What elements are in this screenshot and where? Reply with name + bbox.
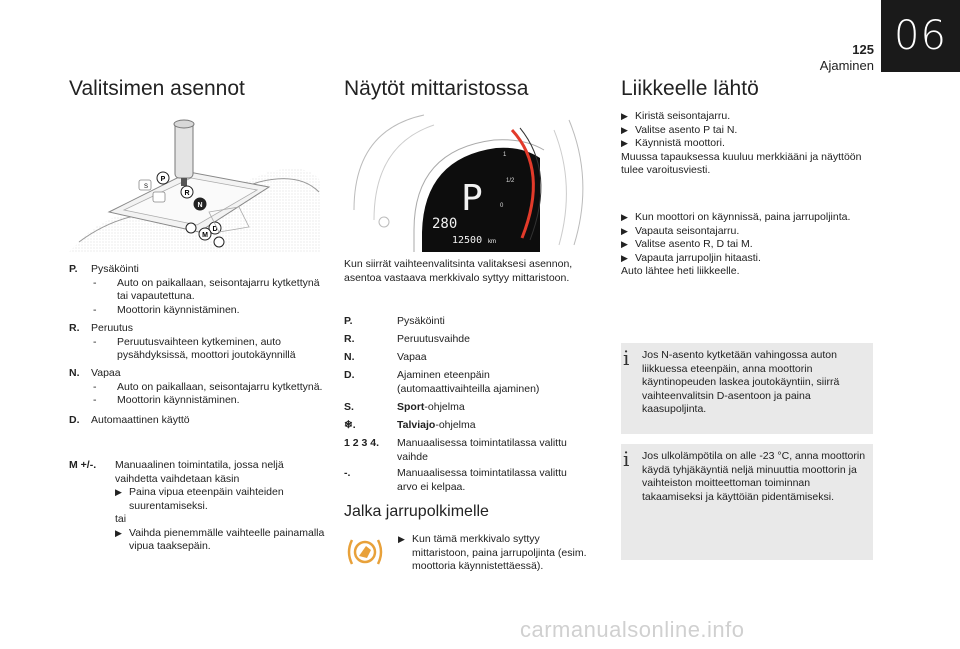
chapter-tab: 06 (881, 0, 960, 72)
manual-text: Manuaalinen toimintatila, jossa neljä vaihdetta vaihdetaan käsin (115, 459, 284, 485)
position-key: P. (69, 263, 78, 275)
indicator-label: Pysäköinti (397, 315, 445, 327)
illus-label-d: D (212, 226, 218, 233)
start-step: Käynnistä moottori. (635, 137, 725, 149)
manual-up: Paina vipua eteenpäin vaihteiden suurentamiseksi. (129, 486, 284, 512)
position-p: P. Pysäköinti - Auto on paikallaan, seisontajarru kytkettynä tai vapautettuna. - Moottorin käynnistäminen. (69, 263, 329, 317)
start-step: Vapauta seisontajarru. (635, 224, 740, 237)
indicator-item (344, 401, 594, 415)
indicator-label: Ajaminen eteenpäin (automaattivaihteilla ajaminen) (397, 369, 540, 395)
col3-title: Liikkeelle lähtö (621, 77, 759, 100)
indicator-bold: Sport (397, 401, 425, 413)
page-number: 125 (852, 42, 874, 57)
instrument-cluster-illustration (344, 110, 596, 252)
position-key: N. (69, 367, 80, 379)
start-step: Vapauta jarrupoljin hitaasti. (635, 251, 761, 264)
section-name: Ajaminen (819, 58, 874, 73)
indicator-key: ❄. (344, 419, 356, 431)
indicator-key: S. (344, 401, 354, 413)
position-key: R. (69, 322, 80, 334)
cluster-intro: Kun siirrät vaihteenvalitsinta valitaksesi asennon, asentoa vastaava merkkivalo syttyy mittaristoon. (344, 258, 573, 284)
indicator-key: -. (344, 467, 351, 479)
col1-title: Valitsimen asennot (69, 77, 245, 100)
position-n: N. Vapaa - Auto on paikallaan, seisontajarru kytkettynä. - Moottorin käynnistäminen. (69, 367, 323, 406)
indicator-key: R. (344, 333, 355, 345)
position-sub: Auto on paikallaan, seisontajarru kytkettynä tai vapautettuna. (117, 276, 320, 302)
brake-title: Jalka jarrupolkimelle (344, 503, 489, 520)
indicator-item (344, 333, 594, 347)
indicator-item (344, 351, 594, 365)
start-step: Valitse asento P tai N. (635, 123, 738, 136)
start-step: Kiristä seisontajarru. (635, 110, 731, 122)
position-sub: Moottorin käynnistäminen. (117, 394, 240, 406)
indicator-label: Peruutusvaihde (397, 333, 470, 345)
gauge-mark: 0 (500, 203, 504, 209)
indicator-label: Manuaalisessa toimintatilassa valittu vaihde (397, 437, 567, 463)
position-sub: Moottorin käynnistäminen. (117, 303, 240, 316)
gauge-mark: 1 (503, 152, 507, 158)
position-d (69, 414, 329, 428)
position-key: D. (69, 414, 80, 426)
illus-label-p: P (160, 176, 166, 183)
cluster-gear: P (461, 178, 483, 219)
info-note-1 (621, 343, 873, 434)
manual-key: M +/-. (69, 459, 97, 471)
position-r: R. Peruutus - Peruutusvaihteen kytkeminen, auto pysähdyksissä, moottori joutokäynnillä (69, 322, 329, 363)
indicator-item (344, 437, 594, 464)
watermark: carmanualsonline.info (520, 617, 745, 642)
indicator-label: Manuaalisessa toimintatilassa valittu arvo ei kelpaa. (397, 467, 567, 493)
start-after-2: Auto lähtee heti liikkeelle. (621, 265, 740, 277)
brake-pedal-icon (346, 536, 384, 568)
info-note-text: Jos ulkolämpötila on alle -23 °C, anna moottorin käydä tyhjäkäyntiä neljä minuuttia moottorin ja vaihteiston moitteettoman toiminnan takaamiseksi ja käyttöiän pidentämiseksi. (642, 450, 866, 503)
position-sub: Peruutusvaihteen kytkeminen, auto pysähdyksissä, moottori joutokäynnillä (117, 335, 296, 361)
info-note-2 (621, 444, 873, 560)
position-sub: Auto on paikallaan, seisontajarru kytkettynä. (117, 380, 323, 393)
cluster-unit: km (488, 239, 496, 245)
indicator-item (344, 467, 594, 494)
info-icon: i (623, 447, 630, 471)
start-steps-1: ▶ Kiristä seisontajarru. ▶ Valitse asento P tai N. ▶ Käynnistä moottori. Muussa tapauksessa kuuluu merkkiääni ja näyttöön tulee varoitusviesti. (621, 110, 876, 178)
indicator-label: Vapaa (397, 351, 427, 363)
manual-down: Vaihda pienemmälle vaihteelle painamalla vipua taaksepäin. (129, 526, 325, 552)
indicator-item (344, 315, 594, 329)
manual-or: tai (115, 513, 127, 525)
position-label: Automaattinen käyttö (91, 414, 190, 426)
cluster-speed: 280 (432, 216, 458, 232)
info-note-text: Jos N-asento kytketään vahingossa auton liikkuessa eteenpäin, anna moottorin käyntinopeuden laskea joutokäyntiin, siirrä vaihteenvalitsin D-asentoon ja paina kaasupoljinta. (642, 349, 840, 415)
gauge-mark: 1/2 (506, 178, 515, 184)
position-label: Peruutus (91, 322, 134, 334)
info-icon: i (623, 346, 630, 370)
illus-label-m: M (202, 232, 208, 239)
start-step: Valitse asento R, D tai M. (635, 238, 753, 250)
col2-title: Näytöt mittaristossa (344, 77, 529, 100)
gear-selector-illustration (69, 112, 321, 252)
illus-label-n: N (197, 202, 203, 209)
indicator-key: N. (344, 351, 355, 363)
start-step: Kun moottori on käynnissä, paina jarrupoljinta. (635, 211, 851, 223)
manual-mode: M +/-. Manuaalinen toimintatila, jossa neljä vaihdetta vaihdetaan käsin ▶ Paina vipua eteenpäin vaihteiden suurentamiseksi. tai ▶ Vaihda pienemmälle vaihteelle painamalla vipua taaksepäin. (69, 459, 329, 554)
indicator-item (344, 369, 594, 396)
illus-label-r: R (184, 190, 190, 197)
indicator-label: -ohjelma (424, 401, 465, 413)
position-label: Vapaa (91, 367, 121, 379)
indicator-bold: Talviajo (397, 419, 436, 431)
illus-label-s: S (143, 184, 149, 190)
brake-text: Kun tämä merkkivalo syttyy mittaristoon, paina jarrupoljinta (esim. moottoria käynnistettäessä). (412, 533, 587, 572)
indicator-item (344, 419, 594, 433)
indicator-key: 1 2 3 4. (344, 437, 380, 449)
indicator-key: P. (344, 315, 353, 327)
position-label: Pysäköinti (91, 263, 139, 275)
indicator-label: -ohjelma (435, 419, 476, 431)
start-after-1: Muussa tapauksessa kuuluu merkkiääni ja näyttöön tulee varoitusviesti. (621, 150, 862, 176)
indicator-key: D. (344, 369, 355, 381)
start-steps-2: ▶ Kun moottori on käynnissä, paina jarrupoljinta. ▶ Vapauta seisontajarru. ▶ Valitse asento R, D tai M. ▶ Vapauta jarrupoljin hitaasti. Auto lähtee heti liikkeelle. (621, 211, 876, 279)
cluster-odometer: 12500 (452, 235, 483, 246)
